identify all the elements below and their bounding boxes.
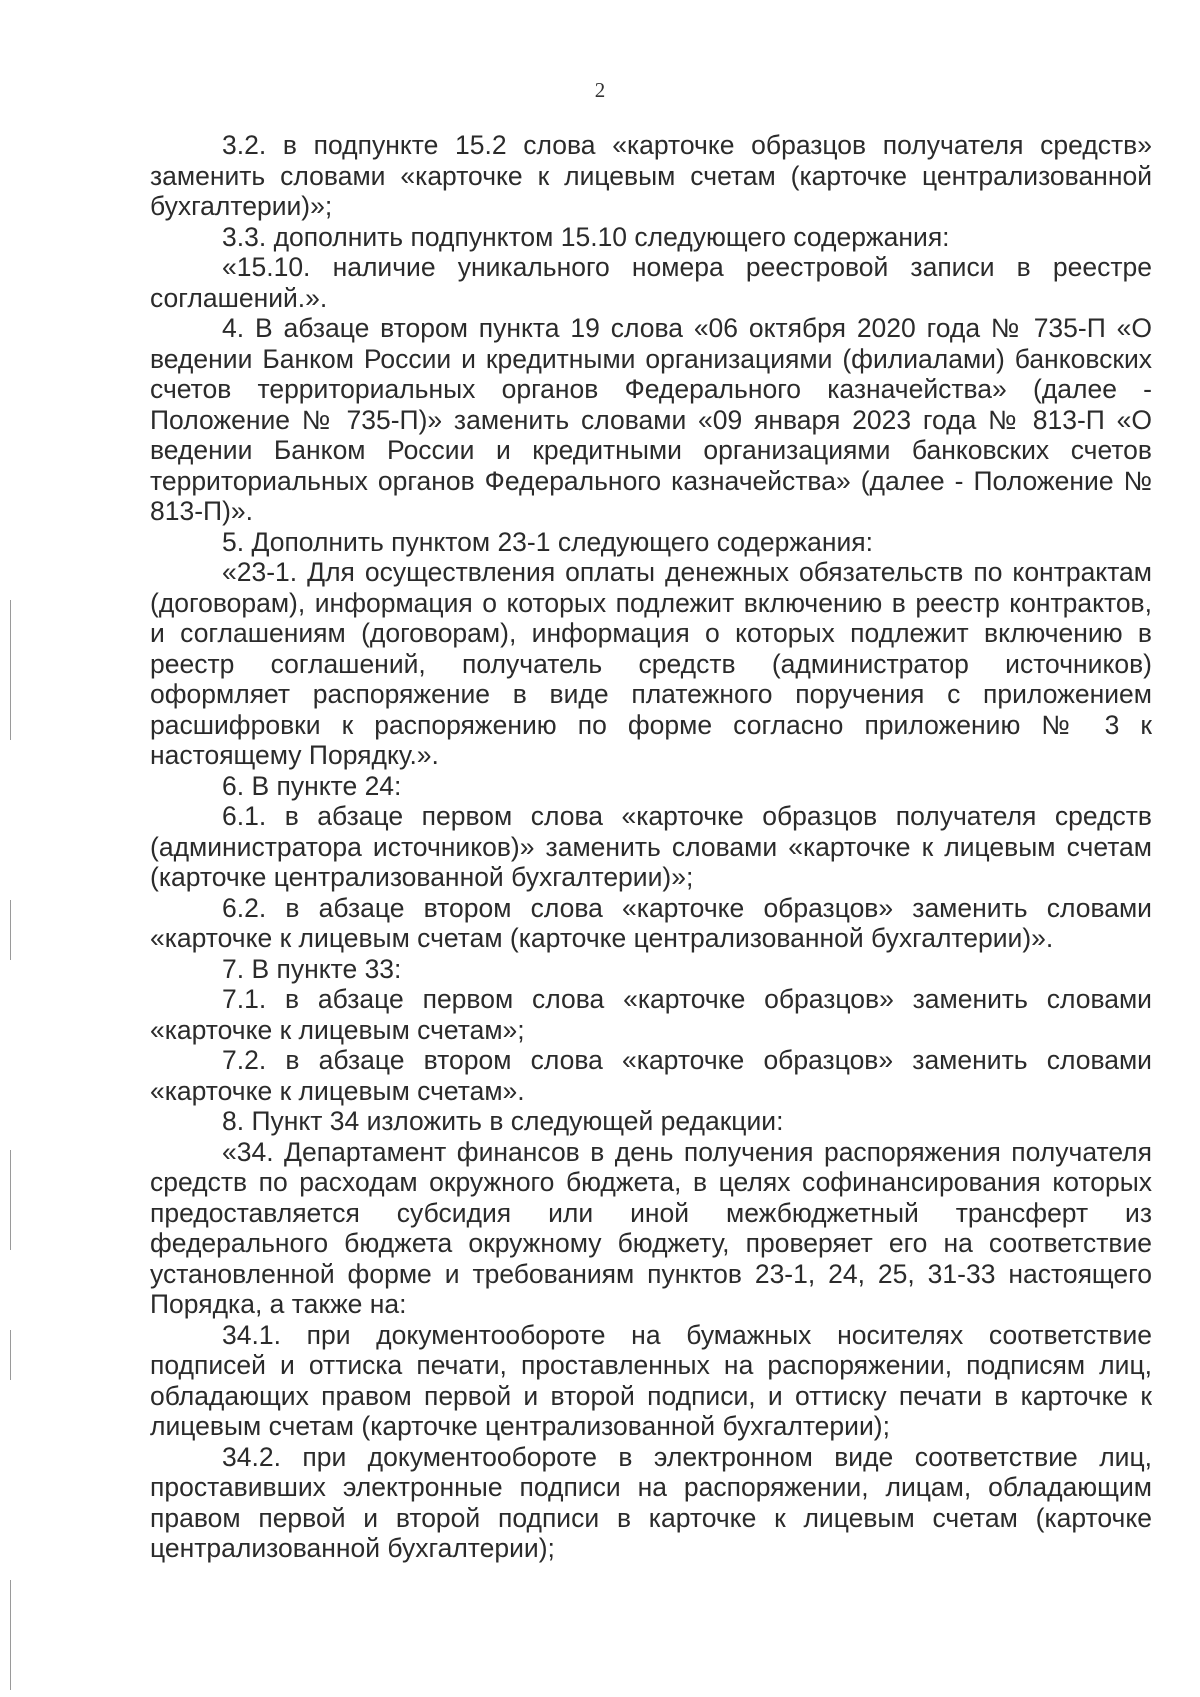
paragraph-5: 5. Дополнить пунктом 23-1 следующего содержания:: [222, 526, 873, 557]
paragraph-15-10: «15.10. наличие уникального номера реестровой записи в реестре соглашений.».: [150, 252, 1152, 313]
paragraph-23-1: «23-1. Для осуществления оплаты денежных обязательств по контрактам (договорам), информация о которых подлежит включению в реестр контрактов, и соглашениям (договорам), информация о которых подлежит включению в реестр соглашений, получатель средств (администратор источников) оформляет распоряжение в виде платежного поручения с приложением расшифровки к распоряжению по форме согласно приложению № 3 к настоящему Порядку.».: [150, 557, 1152, 770]
paragraph-3-2: 3.2. в подпункте 15.2 слова «карточке образцов получателя средств» заменить словами «карточке к лицевым счетам (карточке централизованной бухгалтерии)»;: [150, 130, 1152, 221]
paragraph-6-2: 6.2. в абзаце втором слова «карточке образцов» заменить словами «карточке к лицевым счетам (карточке централизованной бухгалтерии)».: [150, 892, 1152, 953]
paragraph-7-2: 7.2. в абзаце втором слова «карточке образцов» заменить словами «карточке к лицевым счетам».: [150, 1045, 1152, 1106]
page-number: 2: [594, 78, 606, 102]
scan-margin-line: [10, 1330, 11, 1380]
paragraph-6-1: 6.1. в абзаце первом слова «карточке образцов получателя средств (администратора источников)» заменить словами «карточке к лицевым счетам (карточке централизованной бухгалтерии)»;: [150, 801, 1152, 892]
paragraph-34-2: 34.2. при документообороте в электронном виде соответствие лиц, проставивших электронные подписи на распоряжении, лицам, обладающим правом первой и второй подписи в карточке к лицевым счетам (карточке централизованной бухгалтерии);: [150, 1441, 1152, 1563]
paragraph-7-1: 7.1. в абзаце первом слова «карточке образцов» заменить словами «карточке к лицевым счетам»;: [150, 984, 1152, 1045]
document-body: [150, 130, 1152, 1564]
paragraph-4: 4. В абзаце втором пункта 19 слова «06 октября 2020 года № 735-П «О ведении Банком России и кредитными организациями (филиалами) банковских счетов территориальных органов Федерального казначейства» (далее - Положение № 735-П)» заменить словами «09 января 2023 года № 813-П «О ведении Банком России и кредитными организациями банковских счетов территориальных органов Федерального казначейства» (далее - Положение № 813-П)».: [150, 313, 1152, 526]
paragraph-8: 8. Пункт 34 изложить в следующей редакции:: [222, 1106, 784, 1136]
scan-margin-line: [10, 900, 11, 960]
paragraph-7: 7. В пункте 33:: [222, 953, 402, 984]
scan-margin-line: [10, 1150, 11, 1250]
paragraph-6: 6. В пункте 24:: [222, 770, 402, 801]
scan-margin-line: [10, 1580, 11, 1690]
scan-margin-line: [10, 600, 11, 740]
paragraph-34-1: 34.1. при документообороте на бумажных носителях соответствие подписей и оттиска печати, проставленных на распоряжении, подписям лиц, обладающих правом первой и второй подписи, и оттиску печати в карточке к лицевым счетам (карточке централизованной бухгалтерии);: [150, 1319, 1152, 1441]
paragraph-3-3: 3.3. дополнить подпунктом 15.10 следующего содержания:: [222, 221, 950, 252]
paragraph-34: «34. Департамент финансов в день получения распоряжения получателя средств по расходам окружного бюджета, в целях софинансирования которых предоставляется субсидия или иной межбюджетный трансферт из федерального бюджета окружному бюджету, проверяет его на соответствие установленной форме и требованиям пунктов 23-1, 24, 25, 31-33 настоящего Порядка, а также на:: [150, 1136, 1152, 1319]
